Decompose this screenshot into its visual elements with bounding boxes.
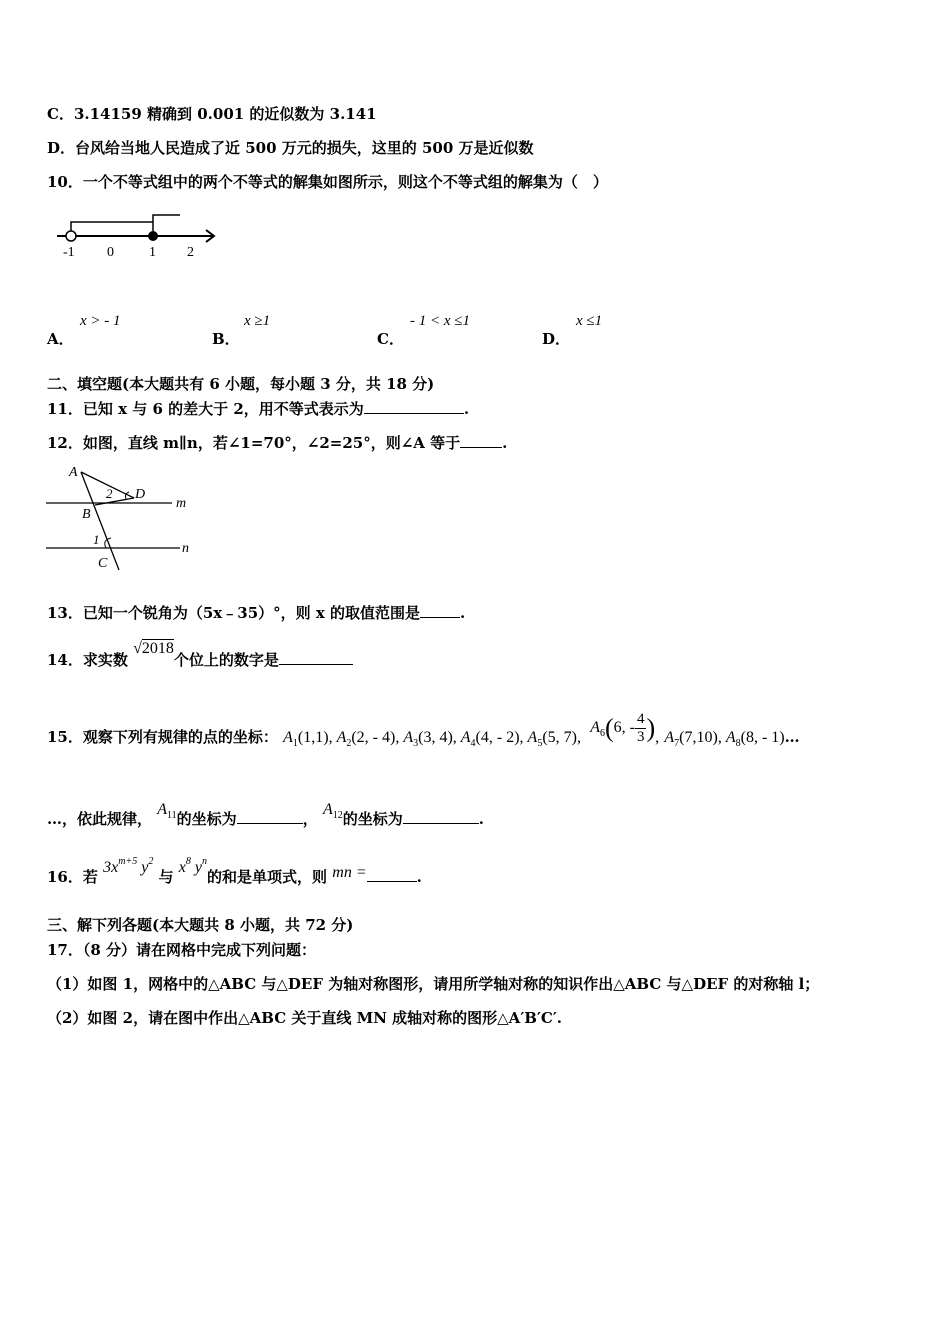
point-sequence: $A_1(1,1)$, $A_2(2$, - 4), $A_3(3$, 4), $A_4(4$, - 2), $A_5(5$, 7), bbox=[283, 729, 581, 750]
question-16-text: 16．若 bbox=[47, 868, 98, 886]
question-15-end: . bbox=[478, 810, 484, 828]
tick-label: 0 bbox=[107, 245, 114, 260]
ellipsis: … bbox=[784, 728, 800, 747]
point-a11-label: $A_{11}$ bbox=[157, 801, 177, 821]
question-13-text: 13．已知一个锐角为（5x﹣35）°，则 x 的取值范围是 bbox=[47, 604, 421, 622]
question-17-part-2: （2）如图 2，请在图中作出△ABC 关于直线 MN 成轴对称的图形△A′B′C′. bbox=[47, 1009, 563, 1027]
option-d-text: D．台风给当地人民造成了近 500 万元的损失，这里的 500 万是近似数 bbox=[47, 139, 534, 157]
comma: ， bbox=[302, 810, 318, 828]
option-a-value: x > - 1 bbox=[80, 313, 121, 329]
answer-blank[interactable] bbox=[367, 867, 417, 882]
question-12-end: . bbox=[502, 434, 508, 452]
solution-bracket-1 bbox=[71, 222, 153, 231]
tick-label: 2 bbox=[187, 245, 194, 260]
point-label: D bbox=[135, 487, 146, 502]
point-label: C bbox=[98, 556, 108, 571]
question-11 bbox=[47, 398, 469, 419]
mn-expression: mn = bbox=[332, 864, 367, 881]
answer-blank[interactable] bbox=[403, 809, 479, 824]
monomial-1: $3x^{m+5}$ $y^2$ bbox=[103, 856, 154, 876]
question-11-text: 11．已知 x 与 6 的差大于 2，用不等式表示为 bbox=[47, 400, 364, 418]
question-17: 17．（8 分）请在网格中完成下列问题： bbox=[47, 941, 317, 959]
question-13-end: . bbox=[460, 604, 466, 622]
angle-label: 1 bbox=[93, 532, 100, 547]
monomial-2: $x^8$ $y^n$ bbox=[178, 856, 208, 876]
option-b-value: x ≥1 bbox=[244, 313, 271, 329]
option-c-letter: C． bbox=[377, 330, 404, 348]
line-label: n bbox=[182, 541, 189, 556]
answer-blank[interactable] bbox=[237, 809, 303, 824]
question-11-end: . bbox=[463, 400, 470, 418]
parallel-lines-figure bbox=[40, 460, 210, 578]
question-12 bbox=[47, 432, 507, 453]
question-17-part-1: （1）如图 1，网格中的△ABC 与△DEF 为轴对称图形，请用所学轴对称的知识作出△ABC 与△DEF 的对称轴 l； bbox=[47, 975, 820, 993]
question-14 bbox=[47, 640, 353, 670]
coord-text: 的坐标为 bbox=[342, 810, 403, 828]
coord-text: 的坐标为 bbox=[176, 810, 237, 828]
question-15-cont-text: …，依此规律， bbox=[47, 810, 153, 828]
question-12-text: 12．如图，直线 m∥n，若∠1=70°，∠2=25°，则∠A 等于 bbox=[47, 434, 461, 452]
answer-blank[interactable] bbox=[420, 603, 460, 618]
question-16-and: 与 bbox=[158, 868, 174, 886]
question-16-end: . bbox=[416, 868, 422, 886]
answer-blank[interactable] bbox=[364, 399, 464, 414]
option-b-letter: B． bbox=[212, 330, 240, 348]
question-15: 15．观察下列有规律的点的坐标： $A_1(1,1)$, $A_2(2$, - 4), $A_3(3$, 4), $A_4(4$, - 2), $A_5(5$, 7), $A_6(6$, - $\frac{4}{3}$ ), $A_7(7,10)$, $A_8(8$, - 1)… bbox=[47, 711, 800, 750]
question-10: 10．一个不等式组中的两个不等式的解集如图所示，则这个不等式组的解集为（ ） bbox=[47, 173, 608, 191]
answer-blank[interactable] bbox=[279, 650, 353, 665]
point-label: A bbox=[69, 465, 78, 480]
question-15-text: 15．观察下列有规律的点的坐标： bbox=[47, 728, 278, 747]
number-line-figure bbox=[52, 208, 222, 263]
point-a12-label: $A_{12}$ bbox=[322, 801, 343, 821]
section-2-heading: 二、填空题(本大题共有 6 小题，每小题 3 分，共 18 分) bbox=[47, 375, 435, 393]
option-d-value: x ≤1 bbox=[576, 313, 603, 329]
question-14-text: 14．求实数 bbox=[47, 651, 128, 669]
point-a6: $A_6(6$, - $\frac{4}{3}$ ) bbox=[590, 711, 656, 745]
question-14-tail: 个位上的数字是 bbox=[173, 651, 279, 669]
line-label: m bbox=[176, 496, 187, 511]
option-a-letter: A． bbox=[47, 330, 74, 348]
question-13 bbox=[47, 602, 465, 623]
solution-bracket-2 bbox=[153, 215, 180, 231]
point-sequence-tail: $A_7(7,10)$, $A_8(8$, - 1) bbox=[664, 729, 785, 750]
option-c-value: - 1 < x ≤1 bbox=[410, 313, 471, 329]
closed-point bbox=[148, 231, 158, 241]
tick-label: 1 bbox=[149, 245, 156, 260]
option-d-letter: D． bbox=[542, 330, 571, 348]
option-c-text: C．3.14159 精确到 0.001 的近似数为 3.141 bbox=[47, 105, 377, 123]
sqrt-expression: √2018 bbox=[133, 640, 174, 657]
tick-label: -1 bbox=[63, 245, 75, 260]
angle-label: 2 bbox=[106, 486, 113, 501]
answer-blank[interactable] bbox=[460, 433, 502, 448]
point-label: B bbox=[82, 507, 91, 522]
question-16 bbox=[47, 856, 422, 887]
segment-bd bbox=[95, 498, 134, 505]
question-15-continued bbox=[47, 801, 484, 831]
open-point bbox=[66, 231, 76, 241]
section-3-heading: 三、解下列各题(本大题共 8 小题，共 72 分) bbox=[47, 916, 354, 934]
question-16-tail: 的和是单项式，则 bbox=[207, 868, 328, 886]
